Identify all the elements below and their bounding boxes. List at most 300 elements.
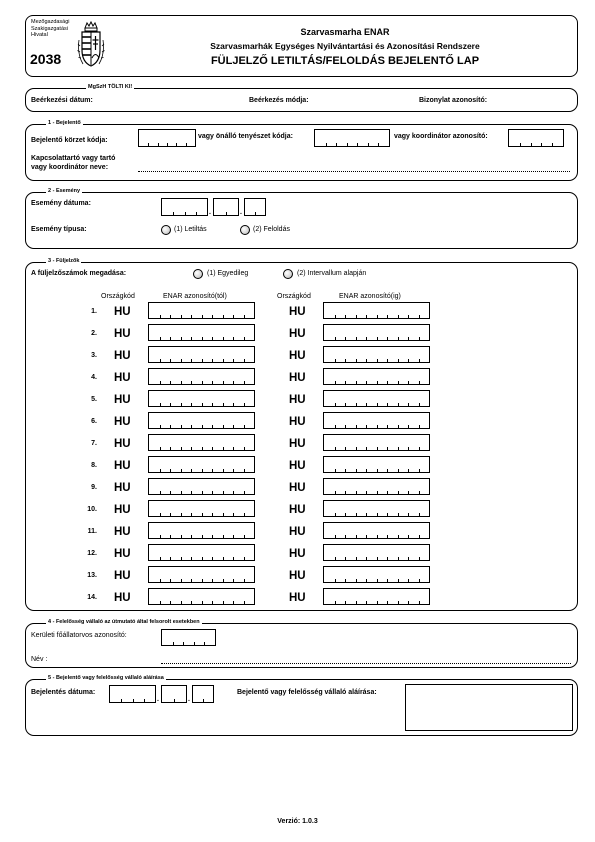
field-tick xyxy=(356,425,357,428)
enar-to-field[interactable] xyxy=(323,434,430,451)
field-tick xyxy=(345,557,346,560)
enar-to-field[interactable] xyxy=(323,390,430,407)
field-tick xyxy=(366,425,367,428)
header-title3: FÜLJELZŐ LETILTÁS/FELOLDÁS BEJELENTŐ LAP xyxy=(210,55,480,67)
enar-to-field[interactable] xyxy=(323,588,430,605)
country-code-from: HU xyxy=(114,328,131,340)
enar-to-field[interactable] xyxy=(323,478,430,495)
field-tick xyxy=(387,579,388,582)
field-tick xyxy=(387,447,388,450)
field-tick xyxy=(173,642,174,645)
field-tick xyxy=(541,143,542,146)
field-tick xyxy=(191,491,192,494)
enar-to-field[interactable] xyxy=(323,368,430,385)
field-tick xyxy=(181,513,182,516)
field-tick xyxy=(202,535,203,538)
field-tick xyxy=(158,143,159,146)
contact-name-label xyxy=(31,155,115,172)
field-tick xyxy=(398,337,399,340)
field-tick xyxy=(398,447,399,450)
report-date-label: Bejelentés dátuma: xyxy=(31,689,96,696)
field-tick xyxy=(212,359,213,362)
signature-label: Bejelentő vagy felelősség vállaló aláírása: xyxy=(237,689,377,696)
field-tick xyxy=(244,425,245,428)
col-country-from: Országkód xyxy=(101,293,135,300)
enar-to-field[interactable] xyxy=(323,324,430,341)
field-tick xyxy=(233,315,234,318)
field-tick xyxy=(366,359,367,362)
field-tick xyxy=(212,513,213,516)
field-tick xyxy=(223,359,224,362)
field-tick xyxy=(170,381,171,384)
field-tick xyxy=(202,469,203,472)
field-tick xyxy=(408,403,409,406)
district-code-field[interactable] xyxy=(138,129,196,147)
coordinator-id-field[interactable] xyxy=(508,129,564,147)
field-tick xyxy=(212,579,213,582)
field-tick xyxy=(212,425,213,428)
field-tick xyxy=(356,315,357,318)
country-code-to: HU xyxy=(289,482,306,494)
field-tick xyxy=(170,535,171,538)
section5-title: 5 - Bejelentő vagy felelősség vállaló aláírása xyxy=(48,675,164,681)
field-tick xyxy=(233,469,234,472)
field-tick xyxy=(356,535,357,538)
field-tick xyxy=(356,381,357,384)
event-date-day-field[interactable] xyxy=(244,198,266,216)
field-tick xyxy=(335,601,336,604)
enar-from-field[interactable] xyxy=(148,368,255,385)
event-date-year-field[interactable] xyxy=(161,198,208,216)
row-number: 14. xyxy=(87,594,97,601)
field-tick xyxy=(181,557,182,560)
event-type-release-radio[interactable] xyxy=(240,225,250,235)
field-tick xyxy=(202,403,203,406)
row-number: 8. xyxy=(91,462,97,469)
coat-of-arms-icon xyxy=(77,20,105,70)
enar-to-field[interactable] xyxy=(323,544,430,561)
field-tick xyxy=(366,447,367,450)
field-tick xyxy=(244,337,245,340)
field-tick xyxy=(335,579,336,582)
field-tick xyxy=(191,315,192,318)
field-tick xyxy=(419,359,420,362)
field-tick xyxy=(419,579,420,582)
country-code-from: HU xyxy=(114,460,131,472)
field-tick xyxy=(212,447,213,450)
field-tick xyxy=(345,381,346,384)
row-number: 12. xyxy=(87,550,97,557)
field-tick xyxy=(377,425,378,428)
field-tick xyxy=(181,447,182,450)
field-tick xyxy=(356,359,357,362)
event-type-label: Esemény típusa: xyxy=(31,226,87,233)
field-tick xyxy=(191,381,192,384)
field-tick xyxy=(408,513,409,516)
office-line3: Hivatal xyxy=(31,32,48,38)
field-tick xyxy=(408,469,409,472)
field-tick xyxy=(233,381,234,384)
field-tick xyxy=(212,381,213,384)
field-tick xyxy=(181,337,182,340)
field-tick xyxy=(170,469,171,472)
receipt-id-label: Bizonylat azonosító: xyxy=(419,97,488,104)
country-code-from: HU xyxy=(114,350,131,362)
field-tick xyxy=(335,535,336,538)
field-tick xyxy=(233,491,234,494)
country-code-to: HU xyxy=(289,416,306,428)
field-tick xyxy=(336,143,337,146)
enar-from-field[interactable] xyxy=(148,324,255,341)
field-tick xyxy=(345,425,346,428)
field-tick xyxy=(160,359,161,362)
field-tick xyxy=(194,642,195,645)
field-tick xyxy=(202,359,203,362)
field-tick xyxy=(366,491,367,494)
event-type-release-label: (2) Feloldás xyxy=(253,226,290,233)
field-tick xyxy=(356,579,357,582)
field-tick xyxy=(377,557,378,560)
field-tick xyxy=(202,315,203,318)
field-tick xyxy=(202,579,203,582)
field-tick xyxy=(233,601,234,604)
section1-box xyxy=(25,124,578,181)
field-tick xyxy=(244,469,245,472)
field-tick xyxy=(345,359,346,362)
field-tick xyxy=(387,535,388,538)
field-tick xyxy=(191,337,192,340)
enar-to-field[interactable] xyxy=(323,566,430,583)
field-tick xyxy=(366,579,367,582)
field-tick xyxy=(345,403,346,406)
received-method-label: Beérkezés módja: xyxy=(249,97,309,104)
field-tick xyxy=(345,535,346,538)
field-tick xyxy=(191,557,192,560)
field-tick xyxy=(170,403,171,406)
field-tick xyxy=(419,403,420,406)
row-number: 3. xyxy=(91,352,97,359)
enar-from-field[interactable] xyxy=(148,302,255,319)
field-tick xyxy=(181,381,182,384)
field-tick xyxy=(223,403,224,406)
contact-line2: vagy koordinátor neve: xyxy=(31,163,109,171)
field-tick xyxy=(419,425,420,428)
field-tick xyxy=(202,425,203,428)
field-tick xyxy=(377,601,378,604)
row-number: 11. xyxy=(87,528,97,535)
field-tick xyxy=(233,337,234,340)
enar-from-field[interactable] xyxy=(148,544,255,561)
col-country-to: Országkód xyxy=(277,293,311,300)
event-date-label: Esemény dátuma: xyxy=(31,200,91,207)
enar-from-field[interactable] xyxy=(148,588,255,605)
enar-from-field[interactable] xyxy=(148,566,255,583)
report-date-month-field[interactable] xyxy=(161,685,187,703)
field-tick xyxy=(233,425,234,428)
signature-field[interactable] xyxy=(405,684,573,731)
field-tick xyxy=(170,491,171,494)
field-tick xyxy=(202,513,203,516)
field-tick xyxy=(377,403,378,406)
field-tick xyxy=(191,579,192,582)
field-tick xyxy=(357,143,358,146)
vet-id-label: Kerületi főállatorvos azonosító: xyxy=(31,632,127,639)
country-code-to: HU xyxy=(289,548,306,560)
field-tick xyxy=(387,315,388,318)
field-tick xyxy=(366,315,367,318)
country-code-from: HU xyxy=(114,372,131,384)
name-label: Név : xyxy=(31,656,48,663)
field-tick xyxy=(398,579,399,582)
field-tick xyxy=(366,535,367,538)
field-tick xyxy=(398,403,399,406)
field-tick xyxy=(387,359,388,362)
field-tick xyxy=(387,403,388,406)
field-tick xyxy=(335,513,336,516)
date-separator: . xyxy=(240,209,242,216)
country-code-to: HU xyxy=(289,328,306,340)
field-tick xyxy=(335,425,336,428)
country-code-to: HU xyxy=(289,350,306,362)
field-tick xyxy=(387,513,388,516)
field-tick xyxy=(398,557,399,560)
received-date-label: Beérkezési dátum: xyxy=(31,97,93,104)
form-number: 2038 xyxy=(30,51,62,67)
field-tick xyxy=(378,143,379,146)
contact-name-line[interactable] xyxy=(138,171,570,172)
field-tick xyxy=(356,557,357,560)
field-tick xyxy=(144,699,145,702)
event-type-block-radio[interactable] xyxy=(161,225,171,235)
country-code-from: HU xyxy=(114,526,131,538)
field-tick xyxy=(335,315,336,318)
field-tick xyxy=(408,579,409,582)
row-number: 9. xyxy=(91,484,97,491)
date-separator: . xyxy=(209,209,211,216)
field-tick xyxy=(170,513,171,516)
farm-code-field[interactable] xyxy=(314,129,390,147)
enar-from-field[interactable] xyxy=(148,412,255,429)
field-tick xyxy=(233,557,234,560)
eartag-numbers-label: A füljelzőszámok megadása: xyxy=(31,270,127,277)
field-tick xyxy=(377,491,378,494)
field-tick xyxy=(356,601,357,604)
field-tick xyxy=(181,425,182,428)
name-line[interactable] xyxy=(161,663,571,664)
field-tick xyxy=(345,601,346,604)
field-tick xyxy=(387,381,388,384)
country-code-from: HU xyxy=(114,548,131,560)
field-tick xyxy=(377,381,378,384)
field-tick xyxy=(398,491,399,494)
enar-from-field[interactable] xyxy=(148,522,255,539)
country-code-from: HU xyxy=(114,306,131,318)
field-tick xyxy=(160,469,161,472)
field-tick xyxy=(202,337,203,340)
office-name xyxy=(31,19,70,39)
field-tick xyxy=(191,513,192,516)
report-date-year-field[interactable] xyxy=(109,685,156,703)
enar-from-field[interactable] xyxy=(148,500,255,517)
enar-from-field[interactable] xyxy=(148,478,255,495)
field-tick xyxy=(212,469,213,472)
field-tick xyxy=(160,579,161,582)
field-tick xyxy=(212,315,213,318)
field-tick xyxy=(191,425,192,428)
event-type-block-label: (1) Letiltás xyxy=(174,226,207,233)
field-tick xyxy=(419,381,420,384)
field-tick xyxy=(170,425,171,428)
field-tick xyxy=(181,315,182,318)
field-tick xyxy=(174,699,175,702)
field-tick xyxy=(377,315,378,318)
district-code-label: Bejelentő körzet kódja: xyxy=(31,137,108,144)
field-tick xyxy=(347,143,348,146)
field-tick xyxy=(181,359,182,362)
field-tick xyxy=(368,143,369,146)
office-line1: Mezőgazdasági xyxy=(31,19,70,25)
field-tick xyxy=(233,535,234,538)
enar-from-field[interactable] xyxy=(148,346,255,363)
field-tick xyxy=(223,337,224,340)
field-tick xyxy=(223,601,224,604)
enar-to-field[interactable] xyxy=(323,456,430,473)
enar-to-field[interactable] xyxy=(323,412,430,429)
row-number: 4. xyxy=(91,374,97,381)
field-tick xyxy=(202,447,203,450)
field-tick xyxy=(531,143,532,146)
contact-line1: Kapcsolattartó vagy tartó xyxy=(31,155,116,162)
individual-label: (1) Egyedileg xyxy=(207,270,249,277)
field-tick xyxy=(387,337,388,340)
field-tick xyxy=(356,447,357,450)
field-tick xyxy=(408,491,409,494)
field-tick xyxy=(196,212,197,215)
field-tick xyxy=(181,403,182,406)
field-tick xyxy=(366,601,367,604)
field-tick xyxy=(419,491,420,494)
field-tick xyxy=(212,601,213,604)
row-number: 7. xyxy=(91,440,97,447)
field-tick xyxy=(345,315,346,318)
field-tick xyxy=(202,491,203,494)
field-tick xyxy=(377,337,378,340)
office-line2: Szakigazgatási xyxy=(31,25,68,32)
section3-title: 3 - Füljelzők xyxy=(48,258,80,264)
field-tick xyxy=(223,557,224,560)
field-tick xyxy=(212,491,213,494)
field-tick xyxy=(366,381,367,384)
field-tick xyxy=(160,381,161,384)
vet-id-field[interactable] xyxy=(161,629,216,646)
enar-from-field[interactable] xyxy=(148,456,255,473)
or-coordinator-label: vagy koordinátor azonosító: xyxy=(394,133,488,140)
field-tick xyxy=(408,425,409,428)
field-tick xyxy=(181,535,182,538)
field-tick xyxy=(191,535,192,538)
country-code-from: HU xyxy=(114,570,131,582)
enar-to-field[interactable] xyxy=(323,346,430,363)
field-tick xyxy=(419,601,420,604)
field-tick xyxy=(345,513,346,516)
field-tick xyxy=(398,469,399,472)
field-tick xyxy=(185,212,186,215)
field-tick xyxy=(226,212,227,215)
field-tick xyxy=(552,143,553,146)
field-tick xyxy=(223,315,224,318)
field-tick xyxy=(233,447,234,450)
field-tick xyxy=(202,557,203,560)
country-code-to: HU xyxy=(289,570,306,582)
col-enar-to: ENAR azonosító(ig) xyxy=(339,293,401,300)
field-tick xyxy=(398,359,399,362)
field-tick xyxy=(160,557,161,560)
field-tick xyxy=(335,359,336,362)
field-tick xyxy=(345,579,346,582)
field-tick xyxy=(244,579,245,582)
country-code-from: HU xyxy=(114,416,131,428)
field-tick xyxy=(244,447,245,450)
interval-radio[interactable] xyxy=(283,269,293,279)
field-tick xyxy=(255,212,256,215)
field-tick xyxy=(345,491,346,494)
field-tick xyxy=(408,359,409,362)
field-tick xyxy=(170,601,171,604)
field-tick xyxy=(181,579,182,582)
country-code-from: HU xyxy=(114,394,131,406)
field-tick xyxy=(212,557,213,560)
field-tick xyxy=(408,337,409,340)
field-tick xyxy=(398,513,399,516)
field-tick xyxy=(202,601,203,604)
field-tick xyxy=(356,337,357,340)
field-tick xyxy=(191,601,192,604)
field-tick xyxy=(377,513,378,516)
enar-to-field[interactable] xyxy=(323,522,430,539)
row-number: 5. xyxy=(91,396,97,403)
field-tick xyxy=(191,469,192,472)
row-number: 6. xyxy=(91,418,97,425)
section4-title: 4 - Felelősség vállaló az útmutató által felsorolt esetekben xyxy=(48,619,200,625)
field-tick xyxy=(160,425,161,428)
field-tick xyxy=(398,315,399,318)
field-tick xyxy=(121,699,122,702)
field-tick xyxy=(170,557,171,560)
enar-from-field[interactable] xyxy=(148,434,255,451)
field-tick xyxy=(176,143,177,146)
field-tick xyxy=(366,403,367,406)
individual-radio[interactable] xyxy=(193,269,203,279)
field-tick xyxy=(419,315,420,318)
field-tick xyxy=(203,699,204,702)
version-label: Verzió: 1.0.3 xyxy=(277,818,318,825)
field-tick xyxy=(335,403,336,406)
field-tick xyxy=(335,447,336,450)
field-tick xyxy=(160,337,161,340)
enar-from-field[interactable] xyxy=(148,390,255,407)
enar-to-field[interactable] xyxy=(323,302,430,319)
field-tick xyxy=(345,469,346,472)
field-tick xyxy=(244,359,245,362)
field-tick xyxy=(160,491,161,494)
event-date-month-field[interactable] xyxy=(213,198,239,216)
field-tick xyxy=(223,447,224,450)
field-tick xyxy=(377,469,378,472)
field-tick xyxy=(335,557,336,560)
enar-to-field[interactable] xyxy=(323,500,430,517)
report-date-day-field[interactable] xyxy=(192,685,214,703)
field-tick xyxy=(387,601,388,604)
